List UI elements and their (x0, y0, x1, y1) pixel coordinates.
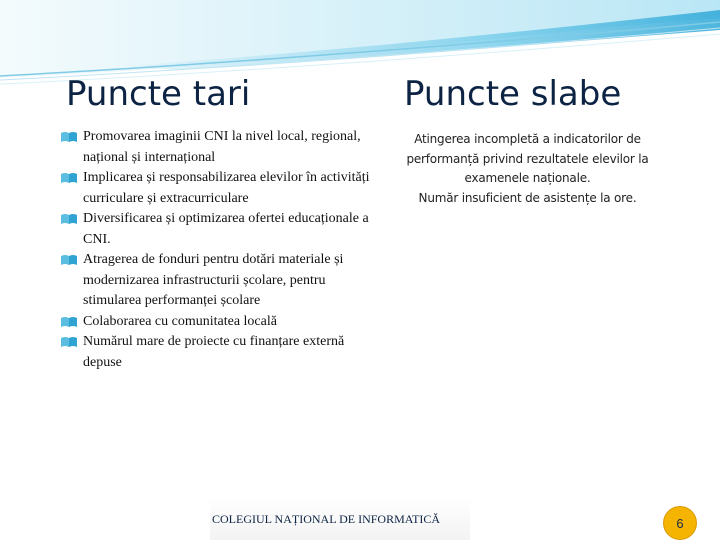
footer-label: COLEGIUL NAȚIONAL DE INFORMATICĂ (212, 512, 441, 526)
book-icon (60, 213, 78, 225)
book-icon (60, 254, 78, 266)
weaknesses-heading: Puncte slabe (404, 74, 622, 114)
strength-text: Promovarea imaginii CNI la nivel local, regional, național și internațional (83, 129, 361, 165)
page-number-badge: 6 (663, 506, 697, 540)
list-item (60, 209, 380, 250)
strength-text: Implicarea și responsabilizarea elevilor în activități curriculare și extracurriculare (83, 170, 370, 206)
strength-text: Numărul mare de proiecte cu finanțare externă depuse (83, 334, 345, 370)
list-item (60, 312, 380, 333)
list-item (60, 332, 380, 373)
strength-text: Atragerea de fonduri pentru dotări materiale și modernizarea infrastructurii școlare, pentru stimularea performanței școlare (83, 252, 344, 308)
weaknesses-block (400, 130, 655, 208)
list-item (60, 127, 380, 168)
strengths-list (60, 127, 380, 373)
book-icon (60, 131, 78, 143)
book-icon (60, 172, 78, 184)
book-icon (60, 336, 78, 348)
weakness-text: Atingerea incompletă a indicatorilor de performanță privind rezultatele elevilor la examenele naționale. (406, 132, 649, 185)
strengths-heading: Puncte tari (66, 74, 251, 114)
strength-text: Diversificarea și optimizarea ofertei educaționale a CNI. (83, 211, 369, 247)
strength-text: Colaborarea cu comunitatea locală (83, 313, 277, 329)
book-icon (60, 316, 78, 328)
list-item (60, 250, 380, 312)
weakness-text: Număr insuficient de asistențe la ore. (418, 190, 637, 205)
list-item (60, 168, 380, 209)
